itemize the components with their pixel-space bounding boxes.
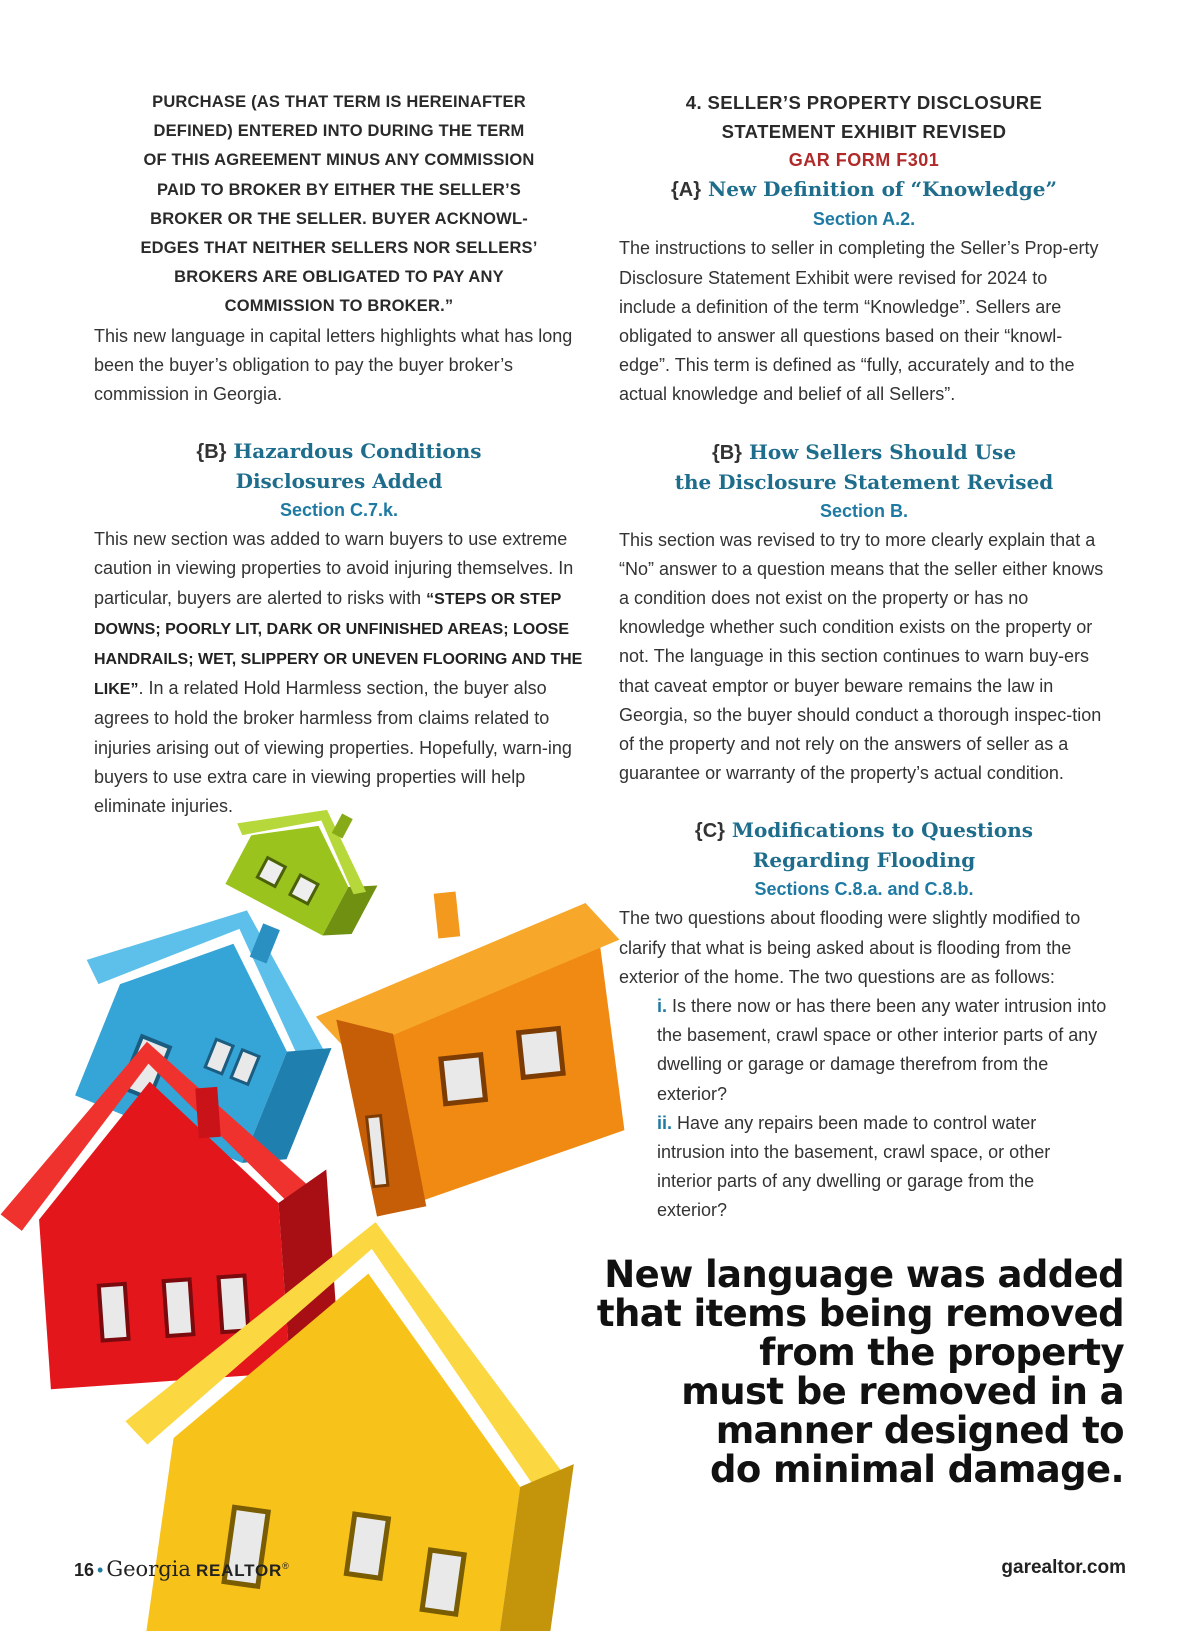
section-title: Modifications to Questions [731,818,1034,843]
section-b-hazardous-text [94,525,584,821]
website-link[interactable]: garealtor.com [1001,1557,1126,1578]
page-number: 16 [74,1560,95,1580]
section-title: Regarding Flooding [752,848,976,873]
trademark-symbol: ® [282,1561,289,1571]
section-b-sellers-text: This section was revised to try to more clearly explain that a “No” answer to a question means that the seller either knows a condition does not exist on the property or has no knowledge whether such condition exists on the property or not. The language in this section continues to warn buy-ers that caveat emptor or buyer beware remains the law in Georgia, so the buyer should conduct a thorough inspec-tion of the property and not rely on the answers of seller as a guarantee or warranty of the property’s actual condition. [619,529,1104,784]
magazine-name-realtor: REALTOR [195,1561,283,1580]
list-item-number: ii. [657,1112,673,1133]
article-section-heading [619,88,1109,234]
heading-line: 4. SELLER’S PROPERTY DISCLOSURE [685,92,1043,113]
pull-quote-line: do minimal damage. [710,1448,1124,1491]
pull-quote-line: must be removed in a [681,1370,1124,1413]
caps-quote-line: EDGES THAT NEITHER SELLERS NOR SELLERS’ [140,239,538,258]
caps-quote-line: DEFINED) ENTERED INTO DURING THE TERM [153,122,525,141]
pull-quote-line: from the property [759,1331,1124,1374]
section-b-hazardous-heading [94,437,584,525]
list-item [657,992,1109,1109]
caps-quote-line: PAID TO BROKER BY EITHER THE SELLER’S [156,180,522,199]
section-title: Hazardous Conditions [233,439,482,464]
caps-quote-line: BROKERS ARE OBLIGATED TO PAY ANY [174,268,504,287]
caps-quote-line: OF THIS AGREEMENT MINUS ANY COMMISSION [143,151,535,170]
heading-line: STATEMENT EXHIBIT REVISED [721,121,1007,143]
section-a-text: The instructions to seller in completing the Seller’s Prop-erty Disclosure Statement Exhibit were revised for 2024 to include a definition of the term “Knowledge”. Sellers are obligated to answer all questions based on their “knowl-edge”. This term is defined as “fully, accurately and to the actual knowledge and belief of all Sellers”. [619,238,1099,405]
section-letter: {C} [694,820,725,843]
section-title: Disclosures Added [235,469,443,494]
pull-quote [564,1255,1124,1489]
pull-quote-line: manner designed to [715,1409,1124,1452]
footer-folio [74,1557,289,1581]
section-letter: {B} [196,441,227,464]
pull-quote-line: New language was added [604,1253,1124,1296]
list-item-text: Is there now or has there been any water intrusion into the basement, crawl space or other interior parts of any dwelling or garage or damage therefrom from the exterior? [657,996,1107,1104]
section-letter: {B} [711,441,742,464]
list-item-number: i. [657,996,668,1017]
page-footer [74,1557,1126,1587]
caps-quote-line: COMMISSION TO BROKER.” [224,297,454,316]
orange-house-icon [304,875,645,1221]
section-subtitle: Section C.7.k. [279,500,399,521]
pull-quote-line: that items being removed [596,1292,1124,1335]
list-item-text: Have any repairs been made to control water intrusion into the basement, crawl space, or other interior parts of any dwelling or garage from the exterior? [657,1112,1051,1221]
section-b-sellers-heading [619,438,1109,526]
list-item [657,1109,1109,1226]
intro-paragraph: This new language in capital letters highlights what has long been the buyer’s obligation to pay the buyer broker’s commission in Georgia. [94,325,573,405]
caps-quote [94,88,584,322]
caps-quote-line: PURCHASE (AS THAT TERM IS HEREINAFTER [152,93,526,111]
section-c-flooding-text: The two questions about flooding were slightly modified to clarify that what is being asked about is flooding from the exterior of the home. The two questions are as follows: [619,908,1081,987]
section-title: the Disclosure Statement Revised [674,469,1054,494]
text-segment: This new section was added to warn buyers to use extreme caution in viewing properties to avoid injuring themselves. In particular, buyers are alerted to risks with [94,529,574,608]
falling-houses-illustration [0,790,700,1631]
section-title: How Sellers Should Use [748,439,1017,464]
bold-text-segment: “STEPS OR STEP DOWNS; POORLY LIT, DARK OR UNFINISHED AREAS; LOOSE HANDRAILS; WET, SLIPPERY OR UNEVEN FLOORING AND THE LIKE” [94,590,583,699]
separator-dot: • [97,1560,104,1580]
left-column [94,88,584,821]
section-letter: {A} [670,179,701,202]
gar-form-label: GAR FORM F301 [788,150,940,171]
text-segment: . In a related Hold Harmless section, the buyer also agrees to hold the broker harmless from claims related to injuries arising out of viewing properties. Hopefully, warn-ing buyers to use extra care in viewing properties will help eliminate injuries. [94,678,572,817]
flooding-questions-list [657,992,1109,1226]
section-subtitle: Section B. [819,500,908,521]
section-title: New Definition of “Knowledge” [707,177,1057,202]
section-subtitle: Section A.2. [812,209,916,230]
section-subtitle: Sections C.8.a. and C.8.b. [754,879,974,900]
caps-quote-line: BROKER OR THE SELLER. BUYER ACKNOWL- [150,209,528,228]
magazine-name-georgia: Georgia [106,1557,191,1581]
